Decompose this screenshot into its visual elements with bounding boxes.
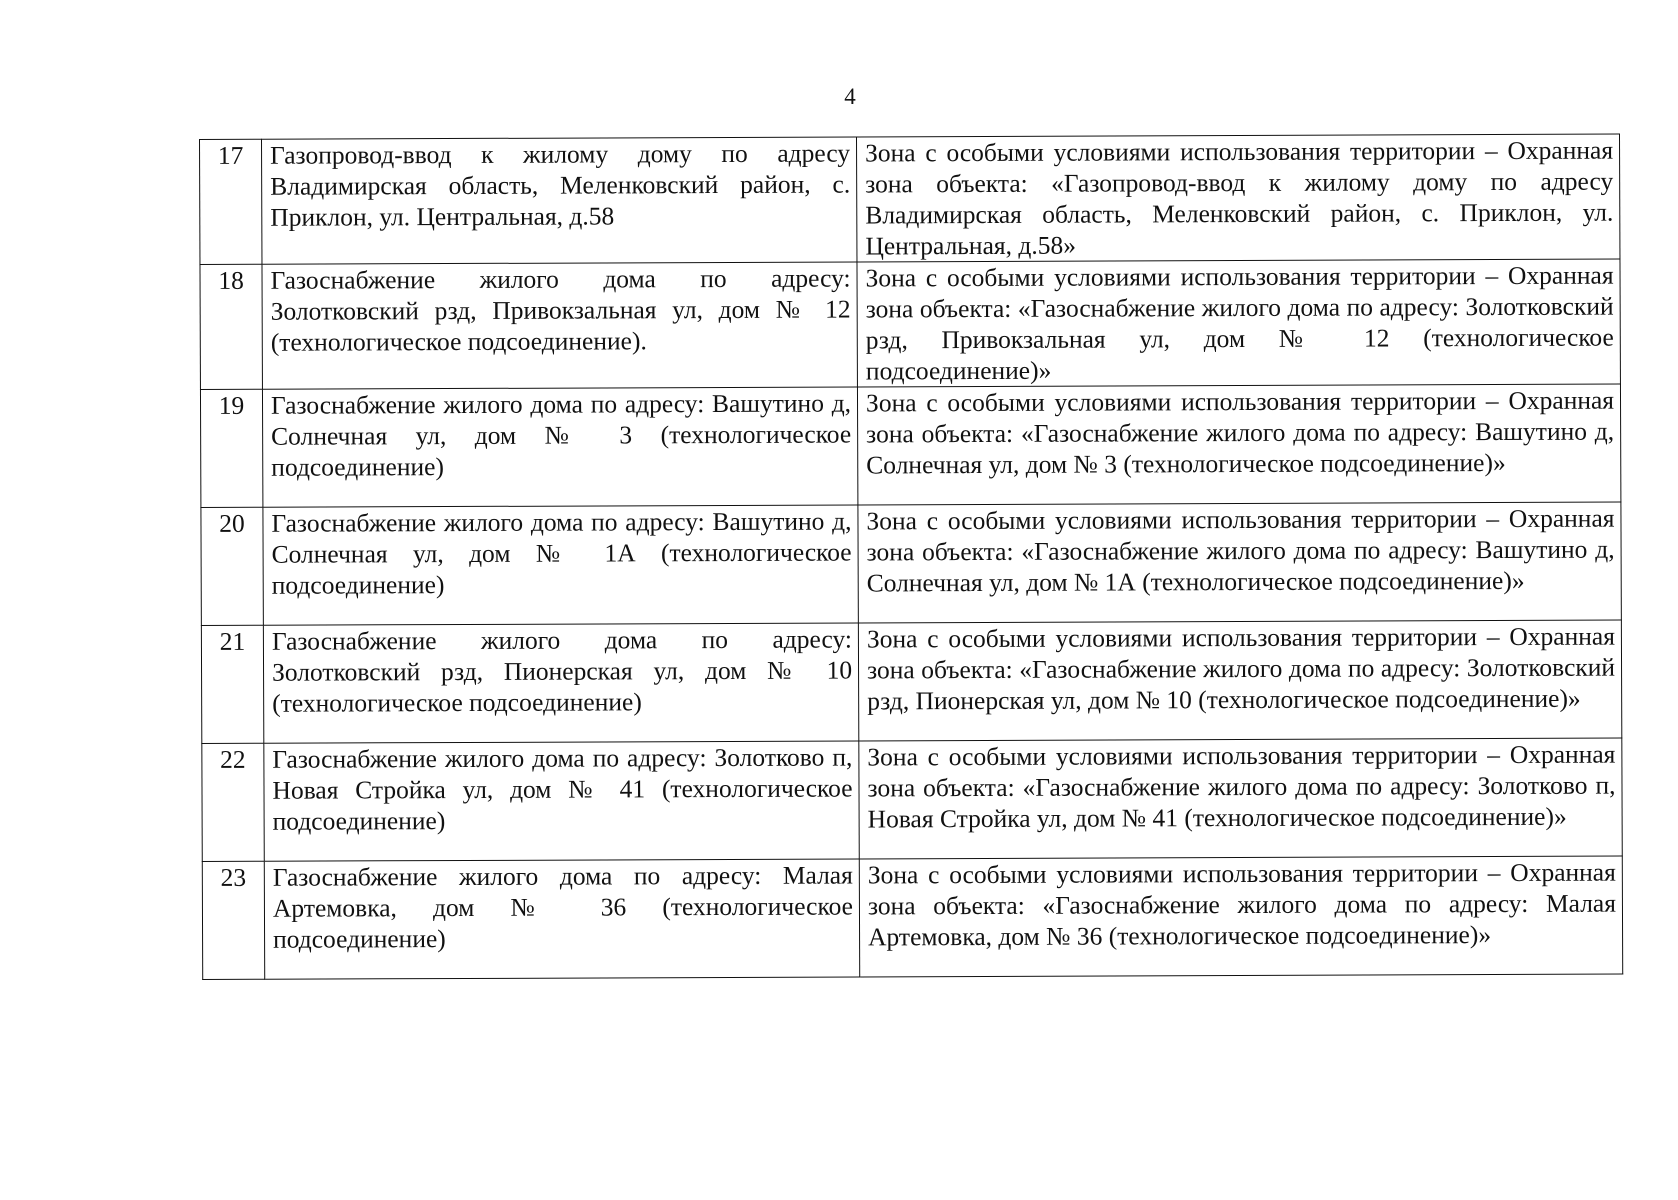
row-number: 17	[200, 139, 262, 264]
zone-description: Зона с особыми условиями использования территории – Охранная зона объекта: «Газоснабжение жилого дома по адресу: Вашутино д, Солнечная ул, дом № 3 (технологическое подсоединение)»	[857, 384, 1620, 505]
table-row	[201, 502, 1621, 625]
table-row	[201, 620, 1621, 743]
object-name: Газоснабжение жилого дома по адресу: Золотково п, Новая Стройка ул, дом № 41 (технологическое подсоединение)	[264, 741, 859, 861]
zones-table	[199, 134, 1623, 980]
table-row	[202, 738, 1622, 861]
table-row	[202, 856, 1622, 979]
object-name: Газоснабжение жилого дома по адресу: Вашутино д, Солнечная ул, дом № 1А (технологическое подсоединение)	[263, 505, 858, 625]
row-number: 19	[200, 389, 262, 507]
zone-description: Зона с особыми условиями использования территории – Охранная зона объекта: «Газоснабжение жилого дома по адресу: Золотковский рзд, Пионерская ул, дом № 10 (технологическое подсоединение)»	[858, 620, 1621, 741]
table-row	[200, 259, 1620, 389]
zone-description: Зона с особыми условиями использования территории – Охранная зона объекта: «Газоснабжение жилого дома по адресу: Золотковский рзд, Привокзальная ул, дом № 12 (технологическое подсоединение)»	[857, 259, 1620, 387]
object-name: Газоснабжение жилого дома по адресу: Малая Артемовка, дом № 36 (технологическое подсоединение)	[264, 859, 859, 979]
row-number: 23	[202, 861, 264, 979]
zone-description: Зона с особыми условиями использования территории – Охранная зона объекта: «Газоснабжение жилого дома по адресу: Вашутино д, Солнечная ул, дом № 1А (технологическое подсоединение)»	[858, 502, 1621, 623]
table-row	[200, 384, 1620, 507]
table-row	[200, 134, 1620, 264]
zone-description: Зона с особыми условиями использования территории – Охранная зона объекта: «Газоснабжение жилого дома по адресу: Золотково п, Новая Стройка ул, дом № 41 (технологическое подсоединение)»	[859, 738, 1622, 859]
object-name: Газоснабжение жилого дома по адресу: Золотковский рзд, Привокзальная ул, дом № 12 (технологическое подсоединение).	[262, 262, 857, 389]
page-number: 4	[844, 84, 856, 109]
row-number: 22	[202, 743, 264, 861]
row-number: 18	[200, 264, 262, 389]
row-number: 20	[201, 507, 263, 625]
object-name: Газоснабжение жилого дома по адресу: Вашутино д, Солнечная ул, дом № 3 (технологическое подсоединение)	[262, 387, 857, 507]
zone-description: Зона с особыми условиями использования территории – Охранная зона объекта: «Газопровод-ввод к жилому дому по адресу Владимирская область, Меленковский район, с. Приклон, ул. Центральная, д.58»	[856, 134, 1619, 262]
row-number: 21	[201, 625, 263, 743]
object-name: Газопровод-ввод к жилому дому по адресу Владимирская область, Меленковский район, с. Приклон, ул. Центральная, д.58	[262, 137, 857, 264]
zone-description: Зона с особыми условиями использования территории – Охранная зона объекта: «Газоснабжение жилого дома по адресу: Малая Артемовка, дом № 36 (технологическое подсоединение)»	[859, 856, 1622, 977]
object-name: Газоснабжение жилого дома по адресу: Золотковский рзд, Пионерская ул, дом № 10 (технологическое подсоединение)	[263, 623, 858, 743]
